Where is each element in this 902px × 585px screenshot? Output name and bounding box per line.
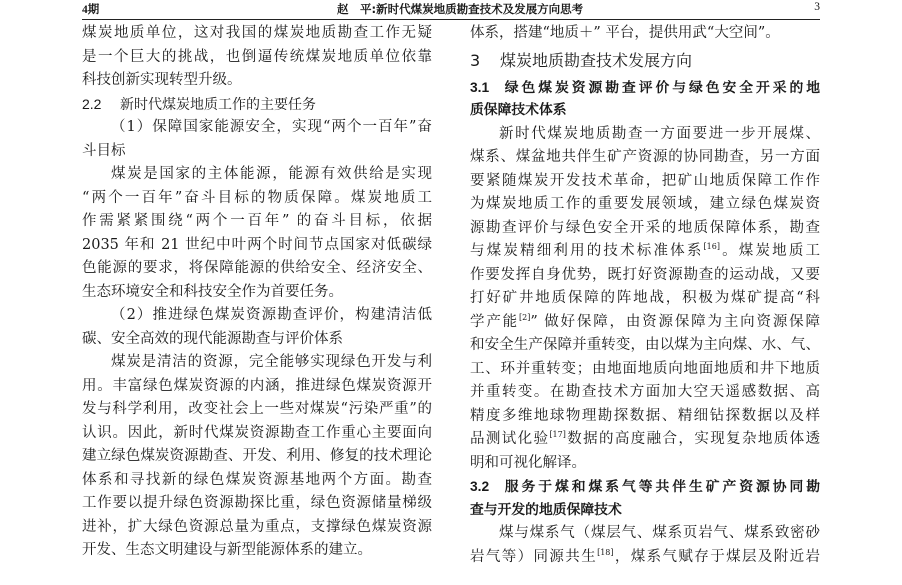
section-heading-3-1: [470, 76, 820, 100]
paragraph-line: 体系，搭建“地质＋” 平台，提供用武“大空间”。: [470, 25, 780, 41]
paragraph-line: 为煤炭地质工作的重要发展领域，建立绿色煤炭资: [470, 196, 820, 212]
paragraph-line: 发与科学利用，改变社会上一些对煤炭“污染严重”的: [82, 401, 432, 417]
paragraph-line: [470, 546, 820, 570]
paragraph-line: 是一个巨大的挑战，也倒逼传统煤炭地质单位依靠: [82, 48, 432, 65]
section-heading-3: [470, 46, 820, 76]
section-title: 新时代煤炭地质工作的主要任务: [120, 96, 316, 113]
citation-ref[interactable]: [17]: [549, 430, 566, 439]
line-text: 数据的高度融合，实现复杂地质体透: [565, 431, 821, 447]
paragraph-line: 生态环境安全和科技安全作为首要任务。: [82, 283, 343, 300]
paragraph-line: 建立绿色煤炭资源勘查、开发、利用、修复的技术理论: [82, 448, 432, 464]
section-heading-3-2: [470, 475, 820, 499]
paragraph-line: 新时代煤炭地质勘查一方面要进一步开展煤、: [499, 125, 820, 142]
section-heading-2-2: [82, 93, 432, 117]
paragraph-line: 工作要以提升绿色资源勘探比重，绿色资源储量梯级: [82, 495, 432, 511]
section-number: 3.1: [470, 79, 490, 95]
right-column: [470, 22, 820, 569]
left-column: [82, 22, 432, 563]
issue-label: 4期: [82, 4, 100, 16]
running-header: [82, 0, 820, 20]
paragraph-line: [470, 311, 820, 335]
line-text: 。煤炭地质工: [719, 243, 821, 259]
citation-ref[interactable]: [18]: [597, 547, 614, 557]
list-item-heading: 碳、安全高效的现代能源勘查与评价体系: [82, 330, 343, 347]
line-text: 与煤炭精细利用的技术标准体系: [470, 243, 704, 259]
line-text: 学产能: [470, 313, 519, 330]
paragraph-line: 用。丰富绿色煤炭资源的内涵，推进绿色煤炭资源开: [82, 377, 432, 394]
paragraph-line: 作要发挥自身优势，既打好资源勘查的运动战，又要: [470, 266, 820, 283]
list-item-heading: （2）推进绿色煤炭资源勘查评价，构建清洁低: [111, 307, 432, 323]
paragraph-line: 工、环并重转变；由地面地质向地面地质和井下地质: [470, 360, 820, 377]
paragraph-line: 煤炭是清洁的资源，完全能够实现绿色开发与利: [111, 354, 432, 370]
paragraph-line: “两个一百年”奋斗目标的物质保障。煤炭地质工: [82, 189, 432, 206]
section-number: 2.2: [82, 95, 102, 112]
section-title-continued: 质保障技术体系: [470, 102, 567, 118]
section-number: 3: [470, 50, 481, 70]
paragraph-line: 色能源的要求，将保障能源的供给安全、经济安全、: [82, 260, 432, 276]
paragraph-line: 明和可视化解译。: [470, 454, 586, 471]
paragraph-line: 煤炭地质单位，这对我国的煤炭地质勘查工作无疑: [82, 25, 432, 41]
paragraph-line: 体系和寻找新的绿色煤炭资源基地两个方面。勘查: [82, 471, 432, 488]
section-title: 煤炭地质勘查技术发展方向: [500, 50, 693, 70]
paragraph-line: 煤系、煤盆地共伴生矿产资源的协同勘查，另一方面: [470, 149, 820, 165]
paragraph-line: 2035 年和 21 世纪中叶两个时间节点国家对低碳绿: [82, 236, 432, 253]
citation-ref[interactable]: [16]: [703, 242, 720, 251]
section-title: 绿色煤炭资源勘查评价与绿色安全开采的地: [504, 79, 820, 96]
section-title: 服务于煤和煤系气等共伴生矿产资源协同勘: [504, 479, 820, 495]
paragraph-line: 作需紧紧围绕“两个一百年” 的奋斗目标，依据: [82, 213, 432, 229]
list-item-heading: （1）保障国家能源安全，实现“两个一百年”奋: [111, 119, 432, 135]
citation-ref[interactable]: [2]: [519, 312, 531, 322]
section-title-continued: 查与开发的地质保障技术: [470, 501, 622, 518]
paragraph-line: 开发、生态文明建设与新型能源体系的建立。: [82, 542, 372, 558]
paragraph-line: 认识。因此，新时代煤炭资源勘查工作重心主要面向: [82, 424, 432, 441]
paragraph-line: 源勘查评价与绿色安全开采的地质保障体系，勘查: [470, 219, 820, 236]
paragraph-line: 煤与煤系气（煤层气、煤系页岩气、煤系致密砂: [499, 525, 820, 541]
paragraph-line: 进补，扩大绿色资源总量为重点，支撑绿色煤炭资源: [82, 518, 432, 535]
list-item-heading: 斗目标: [82, 142, 126, 159]
line-text: 岩气等）同源共生: [470, 548, 598, 565]
paragraph-line: 精度多维地球物理勘探数据、精细钻探数据以及样: [470, 407, 820, 424]
line-text: ” 做好保障，由资源保障为主向资源保障: [530, 313, 820, 330]
running-title: 赵 平:新时代煤炭地质勘查技术及发展方向思考: [337, 2, 584, 16]
line-text: ，煤系气赋存于煤层及附近岩: [613, 548, 820, 565]
paragraph-line: 并重转变。在勘查技术方面加大空天遥感数据、高: [470, 384, 820, 400]
paragraph-line: 煤炭是国家的主体能源，能源有效供给是实现: [111, 166, 432, 182]
paragraph-line: [470, 240, 820, 264]
paragraph-line: 打好矿井地质保障的阵地战，积极为煤矿提高“科: [470, 290, 820, 306]
line-text: 品测试化验: [470, 431, 550, 447]
paragraph-line: [470, 428, 820, 452]
paragraph-line: 要紧随煤炭开发技术革命，把矿山地质保障工作作: [470, 172, 820, 189]
page-number: 3: [814, 1, 820, 13]
paragraph-line: 科技创新实现转型升级。: [82, 72, 242, 88]
paragraph-line: 和安全生产保障并重转变，由以煤为主向煤、水、气、: [470, 337, 820, 353]
section-number: 3.2: [470, 479, 490, 494]
